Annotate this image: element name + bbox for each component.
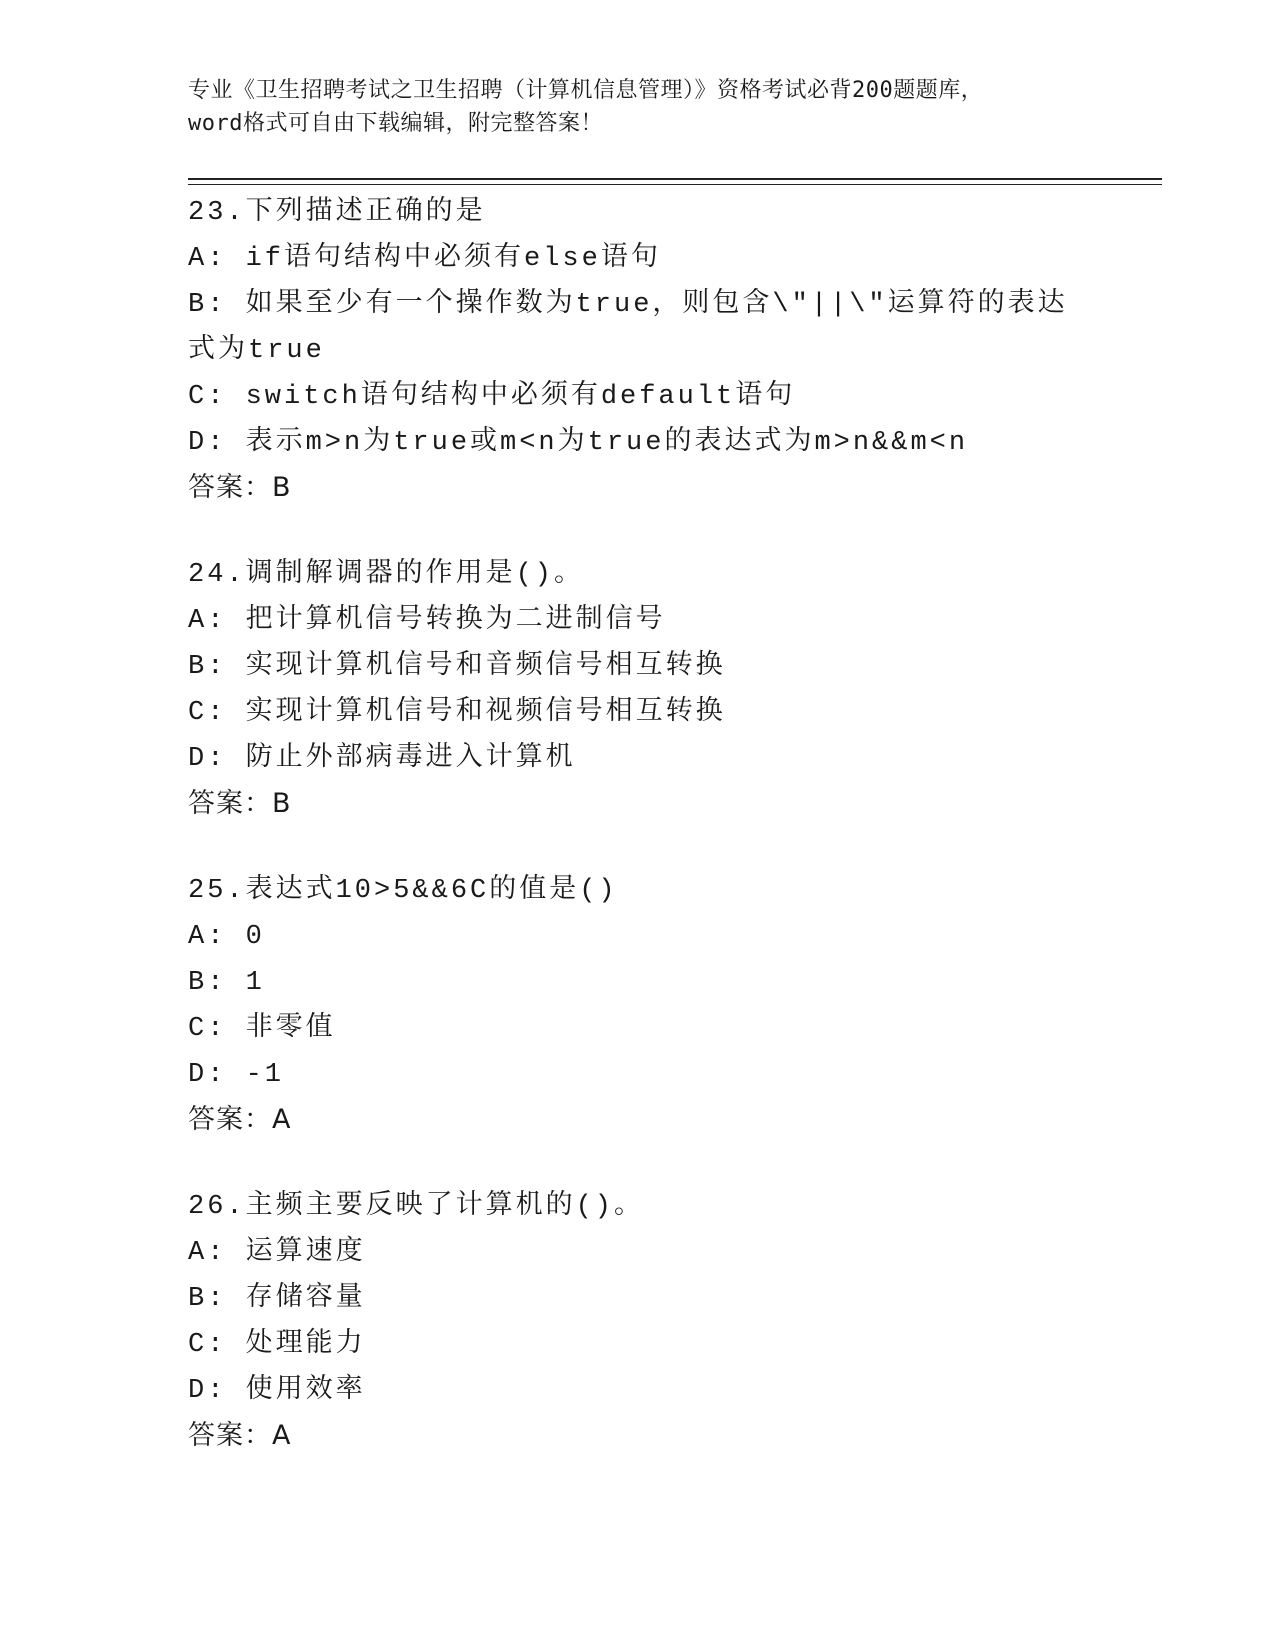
option-d: D: 防止外部病毒进入计算机 [188, 744, 576, 774]
question-24 [188, 552, 1168, 826]
header-divider-thin [188, 184, 1162, 185]
answer-label: 答案：A [188, 1104, 292, 1135]
header-line-1: 专业《卫生招聘考试之卫生招聘（计算机信息管理）》资格考试必背200题题库， [188, 78, 984, 103]
document-header [188, 74, 1088, 140]
answer-label: 答案：B [188, 472, 292, 503]
question-title: 24.调制解调器的作用是()。 [188, 560, 585, 590]
option-a: A: 0 [188, 922, 265, 952]
option-a: A: if语句结构中必须有else语句 [188, 244, 661, 274]
option-d: D: 使用效率 [188, 1376, 366, 1406]
option-a: A: 运算速度 [188, 1238, 366, 1268]
option-a: A: 把计算机信号转换为二进制信号 [188, 606, 666, 636]
option-c: C: 处理能力 [188, 1330, 366, 1360]
option-c: C: switch语句结构中必须有default语句 [188, 382, 796, 412]
option-d: D: -1 [188, 1060, 285, 1090]
header-divider-thick [188, 178, 1162, 180]
question-26 [188, 1184, 1168, 1458]
option-c: C: 非零值 [188, 1014, 336, 1044]
option-b: B: 1 [188, 968, 265, 998]
question-title: 26.主频主要反映了计算机的()。 [188, 1192, 645, 1222]
answer-label: 答案：B [188, 788, 292, 819]
answer-label: 答案：A [188, 1420, 292, 1451]
question-title: 25.表达式10>5&&6C的值是() [188, 876, 618, 906]
option-d: D: 表示m>n为true或m<n为true的表达式为m>n&&m<n [188, 428, 969, 458]
option-c: C: 实现计算机信号和视频信号相互转换 [188, 698, 726, 728]
option-b: B: 存储容量 [188, 1284, 366, 1314]
question-list [188, 190, 1168, 1500]
header-line-2: word格式可自由下载编辑，附完整答案！ [188, 111, 603, 136]
question-25 [188, 868, 1168, 1142]
option-b: B: 实现计算机信号和音频信号相互转换 [188, 652, 726, 682]
option-b: B: 如果至少有一个操作数为true，则包含\"||\"运算符的表达式为true [188, 290, 1068, 366]
question-23 [188, 190, 1168, 510]
question-title: 23.下列描述正确的是 [188, 198, 486, 228]
